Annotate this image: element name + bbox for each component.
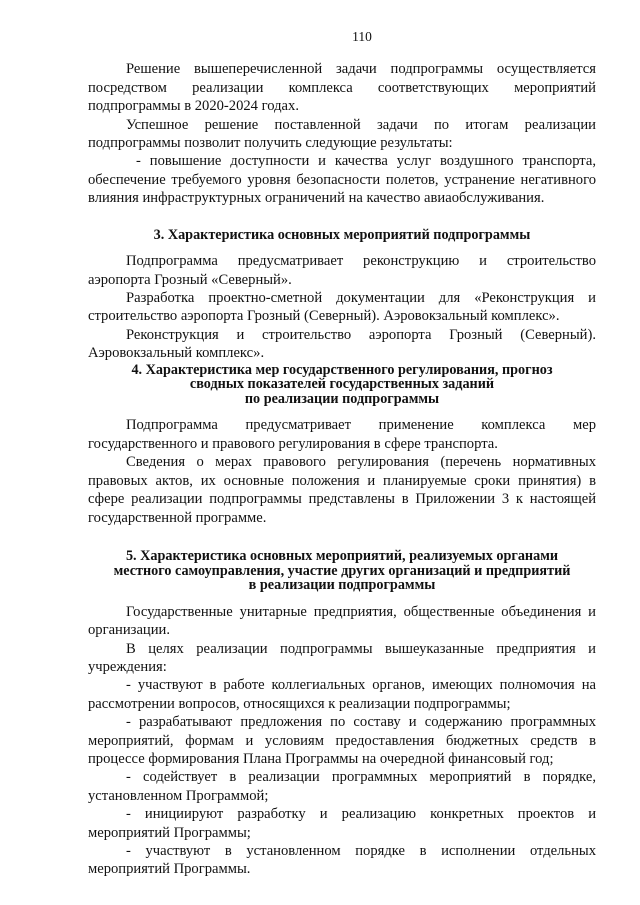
list-item: - участвуют в работе коллегиальных органов, имеющих полномочия на рассмотрении вопросов, относящихся к реализации подпрограммы; bbox=[88, 677, 596, 712]
intro-paragraph-3: - повышение доступности и качества услуг воздушного транспорта, обеспечение требуемого уровня безопасности полетов, устранение негативного влияния инфраструктурных ограничений на качество авиаобслуживания. bbox=[88, 153, 596, 207]
list-item: - инициируют разработку и реализацию конкретных проектов и мероприятий Программы; bbox=[88, 806, 596, 841]
section-4-paragraph-1: Подпрограмма предусматривает применение комплекса мер государственного и правового регулирования в сфере транспорта. bbox=[88, 417, 596, 452]
section-3-paragraph-2: Разработка проектно-сметной документации для «Реконструкция и строительство аэропорта Грозный (Северный). Аэровокзальный комплекс». bbox=[88, 290, 596, 325]
intro-paragraph-1: Решение вышеперечисленной задачи подпрограммы осуществляется посредством реализации комплекса соответствующих мероприятий подпрограммы в 2020-2024 годах. bbox=[88, 61, 596, 115]
section-4-paragraph-2: Сведения о мерах правового регулирования (перечень нормативных правовых актов, их основные положения и планируемые сроки принятия) в сфере реализации подпрограммы представлены в Приложении 3 к настоящей государственной программе. bbox=[88, 454, 596, 526]
section-4-heading-line-1: 4. Характеристика мер государственного регулирования, прогноз bbox=[131, 361, 553, 378]
section-3-paragraph-3: Реконструкция и строительство аэропорта Грозный (Северный). Аэровокзальный комплекс». bbox=[88, 326, 596, 362]
section-3-heading-block bbox=[88, 228, 596, 243]
section-4-heading-line-3: по реализации подпрограммы bbox=[244, 390, 440, 407]
section-5-heading-block bbox=[88, 549, 596, 593]
section-5-heading-line-3: в реализации подпрограммы bbox=[248, 577, 436, 594]
section-5-paragraph-1: Государственные унитарные предприятия, общественные объединения и организации. bbox=[88, 603, 596, 639]
section-5-paragraph-2: В целях реализации подпрограммы вышеуказанные предприятия и учреждения: bbox=[88, 640, 596, 675]
section-3-paragraph-1: Подпрограмма предусматривает реконструкцию и строительство аэропорта Грозный «Северный». bbox=[88, 253, 596, 288]
document-page bbox=[88, 28, 596, 879]
list-item: - содействует в реализации программных мероприятий в порядке, установленном Программой; bbox=[88, 769, 596, 804]
section-5-heading-line-1: 5. Характеристика основных мероприятий, реализуемых органами bbox=[125, 547, 559, 564]
intro-paragraph-2: Успешное решение поставленной задачи по итогам реализации подпрограммы позволит получить следующие результаты: bbox=[88, 116, 596, 152]
page-number: 110 bbox=[352, 29, 372, 44]
section-4-heading-line-2: сводных показателей государственных заданий bbox=[189, 376, 495, 393]
section-4-heading-block bbox=[88, 363, 596, 407]
section-5-heading-line-2: местного самоуправления, участие других организаций и предприятий bbox=[113, 562, 571, 579]
list-item: - участвуют в установленном порядке в исполнении отдельных мероприятий Программы. bbox=[88, 842, 596, 878]
list-item: - разрабатывают предложения по составу и содержанию программных мероприятий, формам и условиям предоставления бюджетных средств в процессе формирования Плана Программы на очередной финансовый год; bbox=[88, 714, 596, 767]
section-3-heading: 3. Характеристика основных мероприятий подпрограммы bbox=[153, 226, 531, 243]
